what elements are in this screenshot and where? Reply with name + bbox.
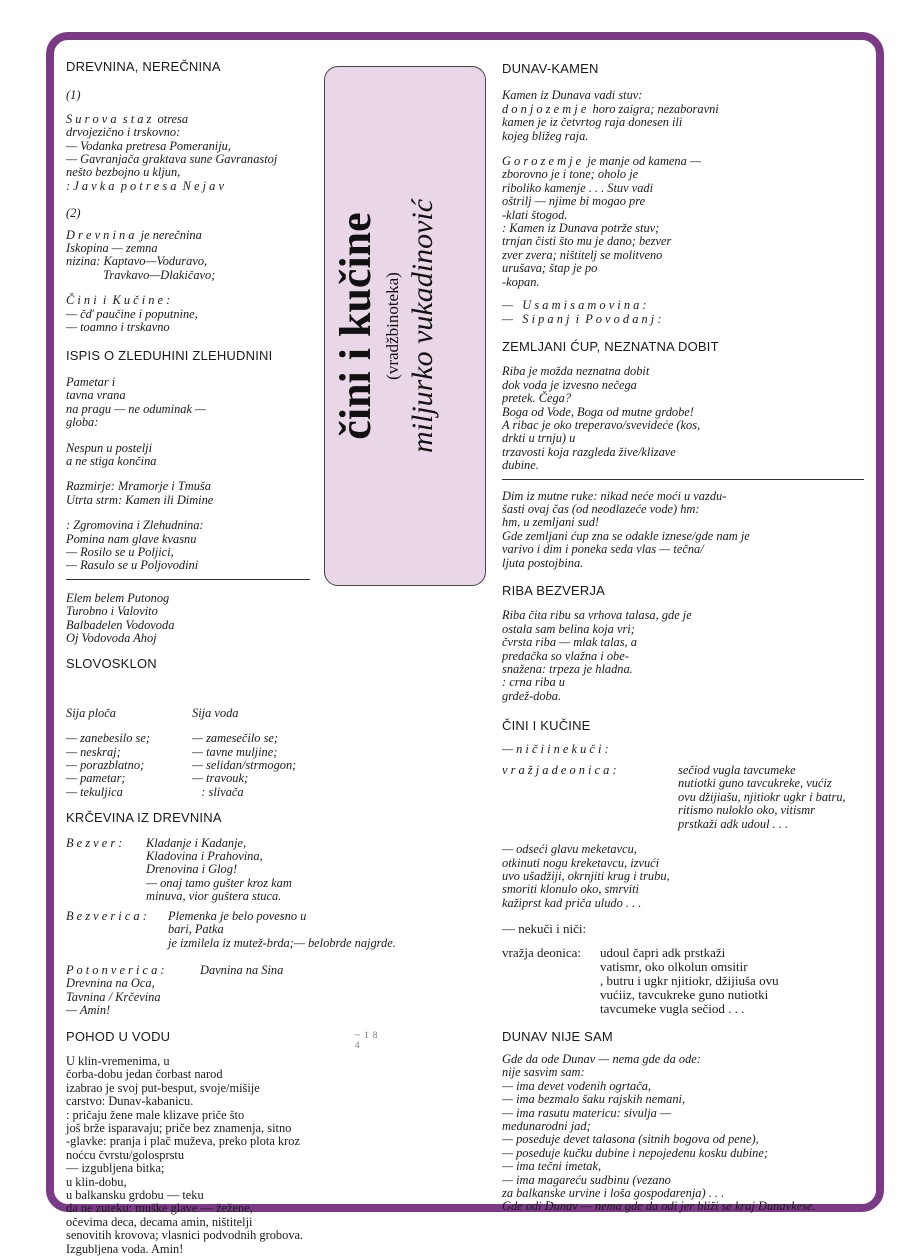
text-line: — tekuljica [66,784,123,799]
text-line: uvo ušadžiji, okrnjiti krug i trubu, [502,868,670,883]
text-line: predačka so vlažna i obe- [502,648,629,663]
text-line: zborovno je i tone; oholo je [502,167,639,182]
divider [502,479,864,480]
text-line: nešto bezbojno u kljun, [66,165,181,180]
stanza [66,519,324,573]
speech [600,946,880,1016]
heading-pohod: POHOD U VODU [66,1028,171,1044]
book-author: miljurko vukadinović [406,198,439,454]
text-line: Travkavo—Dlakičavo; [66,267,216,282]
text-line: Davnina na Sina [200,962,284,977]
stanza [502,365,880,472]
divider [66,579,310,580]
text-line: urušava; štap je po [502,261,598,276]
text-line: — selidan/strmogon; [192,758,297,773]
text-line: Pametar i [66,374,116,389]
text-line: u klin-dobu, [66,1174,127,1189]
text-line: Kamen iz Dunava vadi stuv: [502,88,643,103]
speaker: B e z v e r : [66,835,123,850]
text-line: Kladanje i Kadanje, [146,835,247,850]
right-column [502,62,880,1214]
text-line: A ribac je oko treperavo/svevideće (kos, [502,417,701,432]
text-line: — U s a m i s a m o v i n a : [502,298,647,313]
stray-mark: ~ 1 8 4 [355,1030,379,1050]
book-title: čini i kučine [331,212,380,440]
stanza [502,299,880,326]
speaker: v r a ž j a d e o n i c a : [502,763,617,778]
text-line: otkinuti nogu kreketavcu, izvući [502,855,660,870]
text-line: nutiotki guno tavcukreke, vućiz [678,776,832,791]
heading-cini-i-kucine: ČINI I KUČINE [502,718,591,734]
text-line: Plemenka je belo povesno u [168,908,307,923]
text-line: S u r o v a s t a z otresa [66,111,189,126]
stanza [66,977,324,1017]
text-line: oštrilj — njime bi mogao pre [502,194,646,209]
heading-krcevina: KRČEVINA IZ DREVNINA [66,810,222,826]
text-line: očevima deca, decama amin, ništitelji [66,1214,253,1229]
line: — nekuči i niči: [502,921,587,937]
text-line: Gde da ode Dunav — nema gde da ode: [502,1051,701,1066]
text-line: čorba-dobu jedan čorbast narod [66,1067,223,1082]
heading-dunav-nije-sam: DUNAV NIJE SAM [502,1028,613,1044]
text-line: Elem belem Putonog [66,590,170,605]
text-line: je izmilela iz mutež-brda;— belobrde najgrde. [168,935,396,950]
stanza [66,113,324,193]
speech [200,964,324,977]
text-line: Oj Vodovoda Ahoj [66,631,157,645]
text-line: — ima rasutu matericu: sivulja — [502,1105,671,1120]
text-line: kažiprst kad priča uludo . . . [502,895,642,910]
column-lines [66,732,178,799]
text-line: globa: [66,415,99,430]
heading-riba-bezverja: RIBA BEZVERJA [502,583,606,598]
text-line: izabrao je svoj put-besput, svoje/mišije [66,1080,260,1095]
text-line: : Zgromovina i Zlehudnina: [66,518,204,533]
text-line: Nespun u postelji [66,440,153,455]
text-line: Razmirje: Mramorje i Tmuša [66,479,211,494]
book-subtitle: (vradžbinoteka) [383,272,402,380]
text-line: — odseći glavu meketavcu, [502,842,637,857]
text-line: trnjan čisti što mu je dano; bezver [502,234,672,249]
text-line: — izgubljena bitka; [66,1161,165,1176]
text-line: Gde zemljani ćup zna se odakle iznese/gde nam je [502,528,750,543]
text-line: : pričaju žene male klizave priče što [66,1107,245,1122]
text-line: -klati štogod. [502,207,568,222]
text-line: Drevnina na Oca, [66,976,155,991]
text-line: — ima bezmalo šaku rajskih nemani, [502,1092,686,1107]
heading-drevnina: DREVNINA, NEREČNINA [66,59,221,74]
text-line: na pragu — ne oduminak — [66,401,207,416]
text-line: — toamno i trskavno [66,320,170,335]
text-line: Kladovina i Prahovina, [146,849,263,864]
text-line: da ne zuteku: muške glave — žežene, [66,1201,253,1216]
text-line: d o n j o z e m j e horo zaigra; nezaboravni [502,101,719,116]
text-line: riboliko kamenje . . . Stuv vadi [502,180,654,195]
speaker: B e z v e r i c a : [66,908,147,923]
text-line: D r e v n i n a je nerečnina [66,227,202,242]
text-line: -glavke: pranja i plač muževa, preko plota kroz [66,1134,300,1149]
text-line: grdež-doba. [502,688,562,703]
text-line: — zamesečilo se; [192,731,279,746]
text-line: snažena: trpeza je hladna. [502,662,633,677]
text-line: carstvo: Dunav-kabanicu. [66,1094,194,1109]
stanza [66,480,324,507]
text-line: ljuta postojbina. [502,555,584,570]
text-line: pretek. Čega? [502,391,572,406]
text-line: sečiod vugla tavcumeke [678,763,796,778]
text-line: : J a v k a p o t r e s a N e j a v [66,178,224,193]
slovosklon-table [66,707,324,799]
text-line: — neskraj; [66,744,121,759]
text-line: tavna vrana [66,388,126,403]
text-line: zver zvera; ništitelj se molitveno [502,247,663,262]
text-line: medunarodni jad; [502,1118,591,1133]
text-line: nizina: Kaptavo—Voduravo, [66,254,208,269]
text-line: dok voda je izvesno nečega [502,377,637,392]
column-header: Sija ploča [66,705,116,720]
stanza [66,376,324,430]
speech [678,764,880,831]
table-column [192,707,304,799]
text-line: , butru i ugkr njitiokr, džijiuša ovu [600,972,779,988]
column-header: Sija voda [192,705,239,720]
text-line: varivo i dim i poneka seda vlas — tečna/ [502,542,704,557]
heading-dunav-kamen: DUNAV-KAMEN [502,61,599,76]
text-line: -kopan. [502,274,540,289]
text-line: Boga od Vode, Boga od mutne grdobe! [502,404,694,419]
text-line: Gde odi Dunav — nema gde da odi jer bliži se kraj Dunavkese. [502,1199,816,1214]
text-line: još brže isparavaju; priče bez znamenja, sitno [66,1120,292,1135]
text-line: Riba je možda neznatna dobit [502,364,650,379]
text-line: — Vodanka pretresa Pomeraniju, [66,138,231,153]
text-line: smoriti klonulo oko, smrviti [502,882,639,897]
text-line: prstkaži adk udoul . . . [678,816,789,831]
text-line: — ima devet vodenih ogrtača, [502,1078,651,1093]
stanza [502,1053,880,1214]
text-line: — ima magareću sudbinu (vezano [502,1172,671,1187]
dialogue-entry [502,946,880,1016]
text-line: za balkanske urvine i loša gospodarenja) . . . [502,1186,725,1200]
text-line: nije sasvim sam: [502,1065,585,1080]
text-line: — Gavranjača graktava sune Gavranastoj [66,152,278,167]
text-line: tavcumeke vugla sečiod . . . [600,1000,745,1016]
heading-ispis: ISPIS O ZLEDUHINI ZLEHUDNINI [66,347,273,363]
stanza [66,1055,356,1176]
stanza [66,592,324,646]
text-line: — zanebesilo se; [66,731,150,746]
text-line: — travouk; [192,771,249,786]
speech [168,910,396,950]
title-box [324,66,486,586]
text-line: : Kamen iz Dunava potrže stuv; [502,221,660,236]
stanza [66,229,324,283]
text-line: : crna riba u [502,675,565,690]
text-line: — poseduje devet talasona (sitnih bogova od pene), [502,1132,759,1147]
text-line: — Rosilo se u Poljici, [66,544,174,559]
text-line: — Amin! [66,1003,111,1018]
title-rotated [330,76,480,576]
text-line: Č i n i i K u č i n e : [66,293,171,308]
dialogue-entry [502,764,880,831]
table-column [66,707,178,799]
text-line: drvojezično i trskovno: [66,125,181,140]
stanza [66,442,324,469]
marker-1: (1) [66,88,81,103]
text-line: noćcu čvrstu/golosprstu [66,1147,185,1162]
text-line: — pametar; [66,771,126,786]
text-line: kojeg bližeg raja. [502,128,589,143]
text-line: senovitih krovova; vlasnici podvodnih grobova. [66,1228,304,1243]
text-line: šasti ovaj čas (od neodlazeće vode) hm: [502,501,700,516]
text-line: drkti u trnju) u [502,431,576,446]
text-line: Riba čita ribu sa vrhova talasa, gde je [502,608,692,623]
text-line: ostala sam belina koja vri; [502,621,635,636]
dialogue-entry [66,908,396,950]
text-line: Pomina nam glave kvasnu [66,531,197,546]
text-line: — ima tečni imetak, [502,1159,602,1174]
speaker: vražja deonica: [502,944,582,960]
stanza [502,490,880,570]
dialogue-entry [66,837,324,904]
text-line: a ne stiga končina [66,453,157,468]
heading-slovosklon: SLOVOSKLON [66,656,157,672]
text-line: G o r o z e m j e je manje od kamena — [502,154,701,169]
speech [146,837,324,904]
text-line: : slivača [192,784,244,799]
text-line: vatismr, oko olkolun omsitir [600,958,748,974]
stanza [502,155,880,289]
speaker: P o t o n v e r i c a : [66,962,165,977]
text-line: U klin-vremenima, u [66,1053,170,1068]
text-line: dubine. [502,458,539,473]
text-line: čvrsta riba — mlak talas, a [502,635,637,650]
heading-zemljani-cup: ZEMLJANI ĆUP, NEZNATNA DOBIT [502,338,719,354]
text-line: bari, Patka [168,922,224,937]
text-line: hm, u zemljani sud! [502,515,600,530]
text-line: Dim iz mutne ruke: nikad neće moći u vazdu- [502,488,727,503]
text-line: Iskopina — zemna [66,241,158,256]
text-line: — S i p a n j i P o v o d a n j : [502,311,662,326]
text-line: kamen je iz četvrtog raja donesen ili [502,115,683,130]
stanza [66,1176,356,1256]
stanza [502,843,880,910]
column-lines [192,732,304,799]
stanza [502,89,880,143]
stanza [502,609,880,703]
text-line: — porazblatno; [66,758,145,773]
text-line: ritismo nuloklo oko, vitismr [678,803,815,818]
text-line: u balkansku grdobu — teku [66,1188,204,1202]
dialogue-entry [66,964,324,977]
line: — n i č i i n e k u č i : [502,741,609,756]
text-line: Turobno i Valovito [66,604,158,619]
text-line: vućiiz, tavcukreke guno nutiotki [600,986,769,1002]
text-line: — Rasulo se u Poljovodini [66,558,199,573]
text-line: trzavosti koja razgleda žive/klizave [502,444,676,459]
text-line: Balbadelen Vodovoda [66,617,175,632]
text-line: Utrta strm: Kamen ili Dimine [66,492,214,507]
stanza [66,294,324,334]
text-line: — tavne muljine; [192,744,278,759]
text-line: — čď paučine i poputnine, [66,306,198,321]
text-line: Izgubljena voda. Amin! [66,1241,184,1256]
text-line: Drenovina i Glog! [146,862,238,877]
text-line: udoul čapri adk prstkaži [600,944,726,960]
marker-2: (2) [66,206,81,221]
text-line: Tavnina / Krčevina [66,989,161,1004]
text-line: — poseduje kučku dubine i nepojedenu kosku dubine; [502,1145,768,1160]
text-line: ovu džijiašu, njitiokr ugkr i batru, [678,789,846,804]
text-line: — onaj tamo gušter kroz kam [146,875,292,890]
text-line: minuva, vior guštera stuca. [146,889,282,904]
